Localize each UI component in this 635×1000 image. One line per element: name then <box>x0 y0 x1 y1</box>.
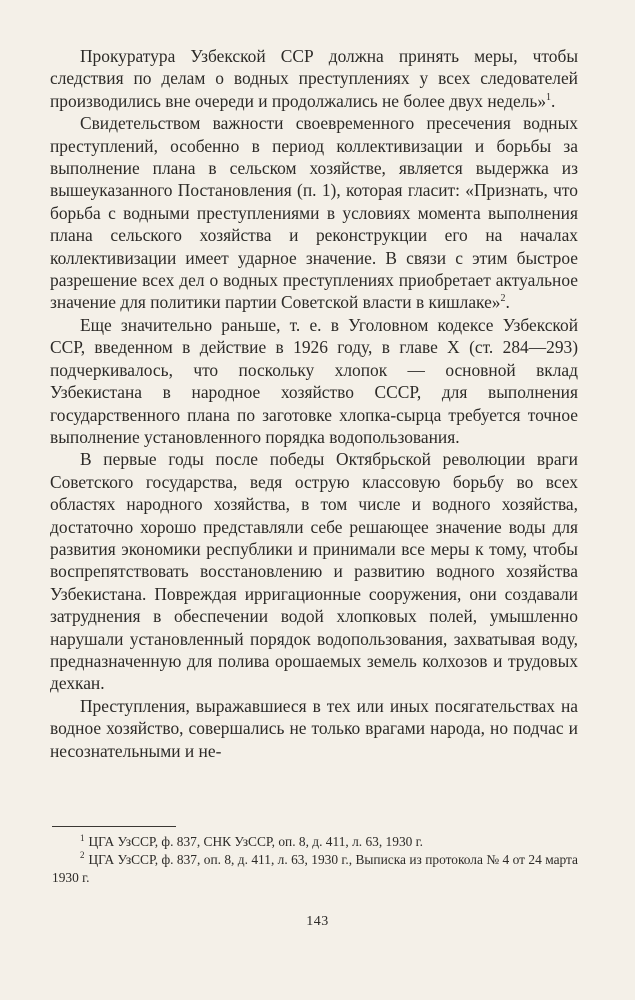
paragraph-1-text: Прокуратура Узбекской ССР должна принять меры, чтобы следствия по делам о водных преступлениях у всех следователей производились вне очереди и продолжались не более двух недель» <box>50 46 578 111</box>
footnote-2 <box>52 851 578 887</box>
footnote-1-text: ЦГА УзССР, ф. 837, СНК УзССР, оп. 8, д. 411, л. 63, 1930 г. <box>88 834 424 849</box>
footnote-1-mark: 1 <box>80 832 85 843</box>
paragraph-2-tail: . <box>505 292 510 313</box>
paragraph-5-text: Преступления, выражавшиеся в тех или иных посягательствах на водное хозяйство, совершались не только врагами народа, но подчас и несознательными и не- <box>50 695 578 761</box>
paragraph-4-text: В первые годы после победы Октябрьской революции враги Советского государства, ведя острую классовую борьбу во всех областях народного хозяйства, в том числе и водного хозяйства, достаточно хорошо представляли себе решающее значение воды для развития экономики республики и принимали все меры к тому, чтобы воспрепятствовать восстановлению и развитию водного хозяйства Узбекистана. Повреждая ирригационные сооружения, они создавали затруднения в обеспечении водой хлопковых полей, умышленно нарушали установленный порядок водопользования, захватывая воду, предназначенную для полива орошаемых земель колхозов и трудовых дехкан. <box>50 449 578 694</box>
paragraph-1-tail: . <box>551 90 556 111</box>
paragraph-5 <box>50 695 578 762</box>
page-number: 143 <box>306 914 329 929</box>
footnote-2-text: ЦГА УзССР, ф. 837, оп. 8, д. 411, л. 63, 1930 г., Выписка из протокола № 4 от 24 марта 1930 г. <box>52 851 578 885</box>
footnote-2-mark: 2 <box>80 850 85 861</box>
footnote-reference-1: 1 <box>546 92 552 104</box>
footnote-divider <box>52 826 176 827</box>
paragraph-2-text: Свидетельством важности своевременного пресечения водных преступлений, особенно в период коллективизации и борьбы за выполнение плана в сельском хозяйстве, является выдержка из вышеуказанного Постановления (п. 1), которая гласит: «Признать, что борьба с водными преступлениями в условиях момента выполнения плана сельского хозяйства и реконструкции его на началах коллективизации имеет ударное значение. В связи с этим быстрое разрешение всех дел о водных преступлениях приобретает актуальное значение для политики партии Советской власти в кишлаке» <box>50 113 578 313</box>
paragraph-2 <box>50 112 578 314</box>
footnote-1 <box>52 833 578 851</box>
main-text <box>50 45 578 762</box>
footnotes <box>52 833 578 886</box>
paragraph-3-text: Еще значительно раньше, т. е. в Уголовном кодексе Узбекской ССР, введенном в действие в 1926 году, в главе X (ст. 284—293) подчеркивалось, что поскольку хлопок — основной вклад Узбекистана в народное хозяйство СССР, для выполнения государственного плана по заготовке хлопка-сырца требуется точное выполнение установленного порядка водопользования. <box>50 314 578 447</box>
paragraph-4 <box>50 448 578 694</box>
footnote-reference-2: 2 <box>500 293 506 305</box>
paragraph-3 <box>50 314 578 448</box>
paragraph-1 <box>50 45 578 112</box>
